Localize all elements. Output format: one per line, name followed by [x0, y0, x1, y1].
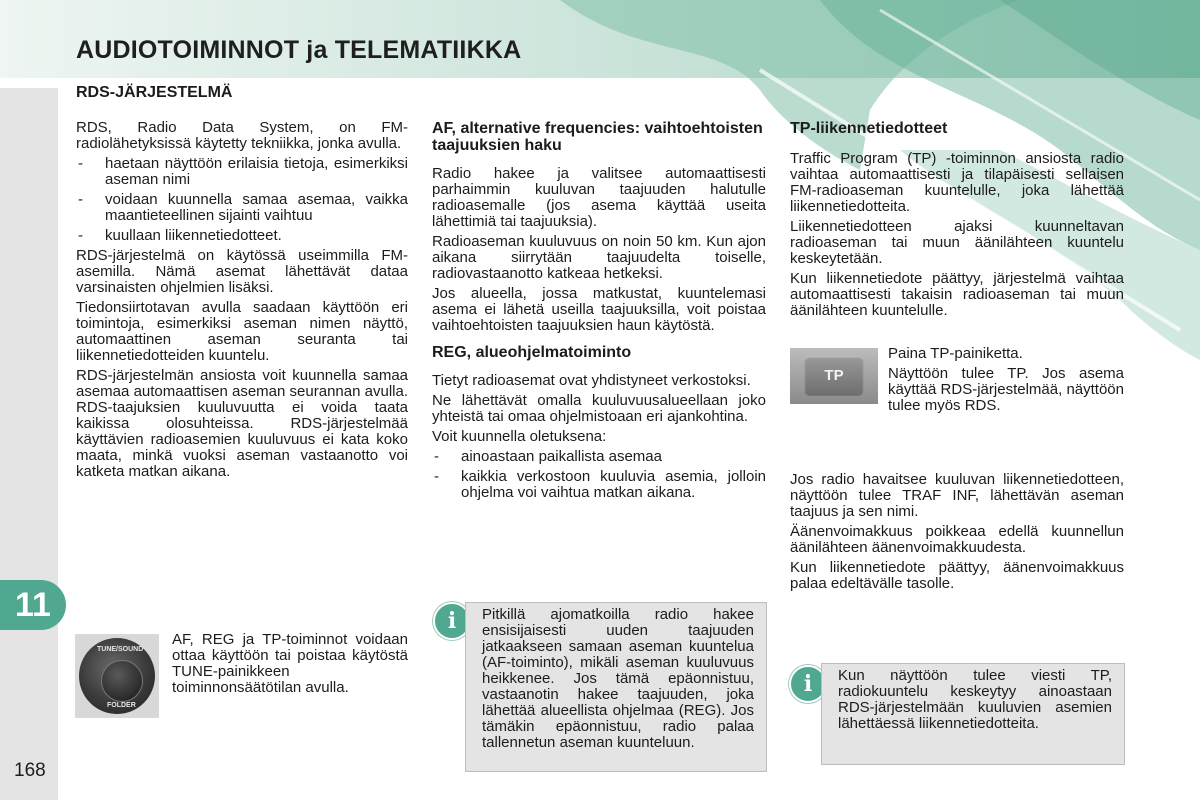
page-header [0, 0, 1200, 78]
tp-instruction: Paina TP-painiketta. [888, 345, 1023, 362]
tp-button-image [790, 348, 878, 404]
tp-instructions [888, 346, 1124, 418]
chapter-badge: 11 [0, 580, 66, 630]
rds-feature-list [76, 156, 408, 244]
list-item: - kaikkia verkostoon kuuluvia asemia, jolloin ohjelma voi vaihtua matkan aikana. [432, 469, 766, 501]
rds-paragraph: RDS-järjestelmän ansiosta voit kuunnella samaa asemaa automaattisen aseman seurannan avulla. RDS-taajuksien kuuluvuutta ei voida taata kaikissa olosuhteissa. RDS-järjestelmää käyttävien radioasemien kuuluvuus ei kata koko maata, minkä vuoksi aseman vastaanotto voi katketa matkan aikana. [76, 367, 408, 480]
column-rds [76, 120, 408, 484]
reg-paragraph: Tietyt radioasemat ovat yhdistyneet verkostoksi. [432, 372, 751, 389]
page-sidebar [0, 88, 58, 800]
reg-option-list [432, 449, 766, 501]
section-title: RDS-JÄRJESTELMÄ [76, 84, 233, 101]
tune-knob-image [75, 634, 159, 718]
info-icon: i [433, 602, 471, 640]
header-title: AUDIOTOIMINNOT ja TELEMATIIKKA [76, 36, 522, 64]
info-box-af [465, 602, 767, 772]
column-tp-lower [790, 472, 1124, 596]
list-item: - voidaan kuunnella samaa asemaa, vaikka maantieteellinen sijainti vaihtuu [76, 192, 408, 224]
page-number: 168 [14, 760, 46, 781]
info-box-tp [821, 663, 1125, 765]
af-paragraph: Radio hakee ja valitsee automaattisesti parhaimmin kuuluvan taajuuden halutulle radioasemalle (jos asema käyttää useita lähettimiä tai taajuuksia). [432, 165, 766, 230]
tp-heading: TP-liikennetiedotteet [790, 120, 948, 137]
tp-paragraph: Traffic Program (TP) -toiminnon ansiosta radio vaihtaa automaattisesti ja tilapäisesti sellaisen FM-radioaseman kuuntelulle, joka lähettää liikennetiedotteita. [790, 150, 1124, 215]
info-text: Pitkillä ajomatkoilla radio hakee ensisijaisesti uuden taajuuden jatkaakseen samaan aseman kuuntelua (AF-toiminto), mikäli aseman kuuluvuus heikkenee. Jos tämä epäonnistuu, vastaanotin hakee taajuuden, joka lähettää alueellista ohjelmaa (REG). Jos tämäkin epäonnistuu, radio palaa tallennetun aseman kuunteluun. [482, 606, 754, 751]
column-af-reg [432, 120, 766, 505]
reg-paragraph: Voit kuunnella oletuksena: [432, 428, 607, 445]
list-item: - ainoastaan paikallista asemaa [432, 449, 766, 465]
tp-paragraph: Liikennetiedotteen ajaksi kuunneltavan radioaseman tai muun äänilähteen kuuntelu keskeytetään. [790, 218, 1124, 267]
knob-label-bottom: FOLDER [107, 702, 136, 709]
tp-paragraph: Jos radio havaitsee kuuluvan liikennetiedotteen, näyttöön tulee TRAF INF, lähettävän aseman taajuus ja sen nimi. [790, 471, 1124, 520]
info-text: Kun näyttöön tulee viesti TP, radiokuuntelu keskeytyy ainoastaan RDS-järjestelmään kuuluvien asemien lähettäessä liikennetiedotteita. [838, 667, 1112, 732]
reg-heading: REG, alueohjelmatoiminto [432, 344, 632, 361]
rds-paragraph: Tiedonsiirtotavan avulla saadaan käyttöön eri toimintoja, esimerkiksi aseman nimen näyttö, automaattinen aseman seuranta tai liikennetiedotteiden kuuntelu. [76, 299, 408, 364]
af-paragraph: Jos alueella, jossa matkustat, kuuntelemasi asema ei lähetä useilla taajuuksilla, voit poistaa vaihtoehtoisten taajuuksien haun käytöstä. [432, 285, 766, 334]
list-item: - kuullaan liikennetiedotteet. [76, 228, 408, 244]
tp-instruction: Näyttöön tulee TP. Jos asema käyttää RDS-järjestelmää, näyttöön tulee myös RDS. [888, 365, 1124, 414]
rds-intro: RDS, Radio Data System, on FM-radiolähetyksissä käytetty tekniikka, jonka avulla. [76, 119, 408, 152]
knob-label-top: TUNE/SOUND [97, 646, 144, 653]
tune-knob-icon [79, 638, 155, 714]
list-item: - haetaan näyttöön erilaisia tietoja, esimerkiksi aseman nimi [76, 156, 408, 188]
af-heading: AF, alternative frequencies: vaihtoehtoisten taajuuksien haku [432, 120, 763, 154]
tp-button-icon: TP [804, 356, 864, 396]
tp-paragraph: Kun liikennetiedote päättyy, järjestelmä vaihtaa automaattisesti takaisin radioaseman tai muun äänilähteen kuuntelulle. [790, 270, 1124, 319]
tp-paragraph: Kun liikennetiedote päättyy, äänenvoimakkuus palaa edeltävälle tasolle. [790, 559, 1124, 592]
column-tp [790, 120, 1124, 323]
knob-caption: AF, REG ja TP-toiminnot voidaan ottaa käyttöön tai poistaa käytöstä TUNE-painikkeen toiminnonsäätötilan avulla. [172, 631, 408, 696]
af-paragraph: Radioaseman kuuluvuus on noin 50 km. Kun ajon aikana siirrytään taajuudelta toiselle, radiovastaanotto katkeaa hetkeksi. [432, 233, 766, 282]
rds-paragraph: RDS-järjestelmä on käytössä useimmilla FM-asemilla. Nämä asemat lähettävät dataa varsinaisten ohjelmien lisäksi. [76, 247, 408, 296]
reg-paragraph: Ne lähettävät omalla kuuluvuusalueellaan joko yhteistä tai omaa ohjelmistoaan eri ajankohtina. [432, 392, 766, 425]
info-icon: i [789, 665, 827, 703]
tp-paragraph: Äänenvoimakkuus poikkeaa edellä kuunnellun äänilähteen äänenvoimakkuudesta. [790, 523, 1124, 556]
